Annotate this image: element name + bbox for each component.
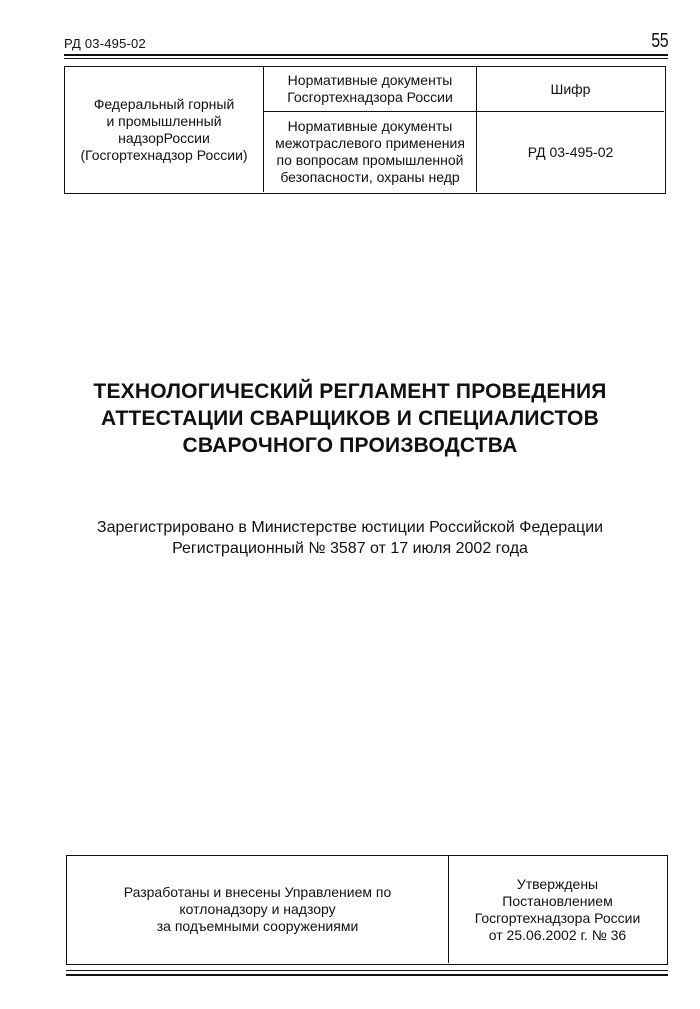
developed-by: Разработаны и внесены Управлением по котлонадзору и надзору за подъемными сооружениями xyxy=(123,884,392,934)
document-code: РД 03-495-02 xyxy=(64,36,146,51)
cipher-label-cell xyxy=(477,67,664,112)
document-info-table xyxy=(64,66,666,194)
page-number: 55 xyxy=(651,30,668,52)
docs-subcategory-cell xyxy=(264,112,477,192)
docs-subcategory: Нормативные документы межотраслевого применения по вопросам промышленной безопасности, охраны недр xyxy=(275,118,465,185)
approved-by: Утверждены Постановлением Госгортехнадзора России от 25.06.2002 г. № 36 xyxy=(474,875,641,943)
issuing-organization-cell xyxy=(65,67,264,192)
approved-by-cell xyxy=(449,856,666,963)
docs-category: Нормативные документы Госгортехнадзора России xyxy=(287,72,453,105)
developed-by-cell xyxy=(67,856,449,963)
cipher-value-cell xyxy=(477,112,664,192)
document-title: ТЕХНОЛОГИЧЕСКИЙ РЕГЛАМЕНТ ПРОВЕДЕНИЯ АТТЕСТАЦИИ СВАРЩИКОВ И СПЕЦИАЛИСТОВ СВАРОЧНОГО ПРОИЗВОДСТВА xyxy=(93,380,607,457)
running-header xyxy=(64,30,668,54)
footer-rule xyxy=(66,974,668,976)
approval-table xyxy=(66,855,668,965)
cipher-value: РД 03-495-02 xyxy=(527,143,614,160)
header-rule xyxy=(64,54,668,56)
footer-rule-thin xyxy=(66,970,668,971)
docs-category-cell xyxy=(264,67,477,112)
cipher-label: Шифр xyxy=(550,80,591,97)
header-rule-thin xyxy=(64,58,668,59)
registration-note: Зарегистрировано в Министерстве юстиции Российской Федерации Регистрационный № 3587 от 17 июля 2002 года xyxy=(96,519,604,557)
issuing-organization: Федеральный горный и промышленный надзорРоссии (Госгортехнадзор России) xyxy=(80,95,248,163)
